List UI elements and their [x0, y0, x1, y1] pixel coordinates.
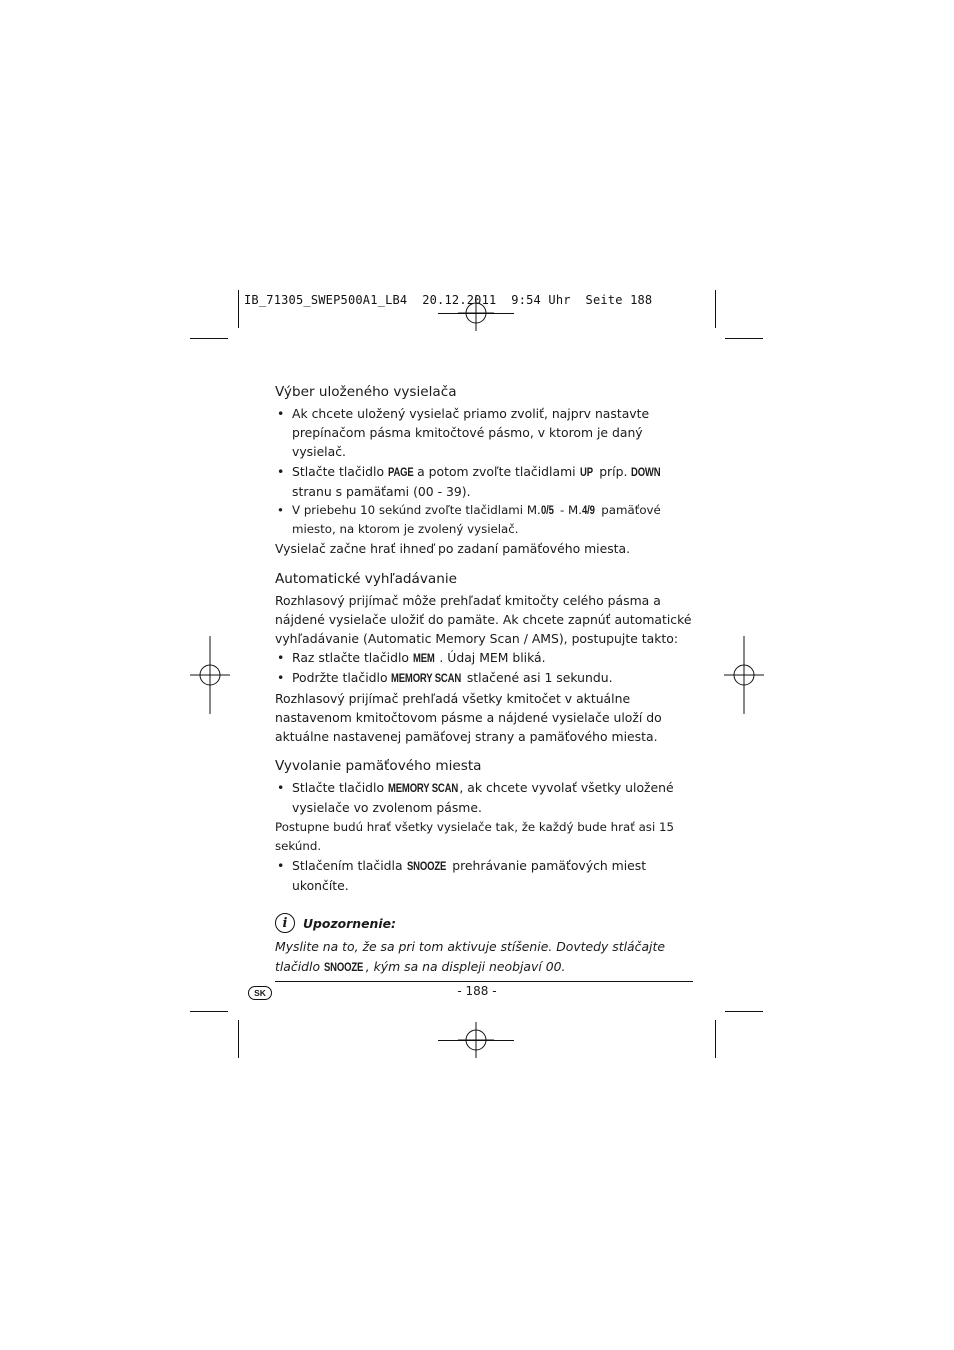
paragraph: Rozhlasový prijímač môže prehľadať kmitočty celého pásma a nájdené vysielače uložiť do pamäte. Ak chcete zapnúť automatické vyhľadávanie (Automatic Memory Scan / AMS), postupujte takto: [275, 592, 692, 647]
key-label: SNOOZE [406, 860, 446, 874]
note-box [275, 913, 695, 976]
paragraph: Vysielač začne hrať ihneď po zadaní pamäťového miesta. [275, 541, 631, 557]
list-item-text: a potom zvoľte tlačidlami [413, 463, 580, 479]
list-item-text: Ak chcete uložený vysielač priamo zvoliť, najprv nastavte prepínačom pásma kmitočtové pásmo, v ktorom je daný vysielač. [292, 406, 650, 460]
crop-mark [725, 338, 763, 339]
key-label: PAGE [387, 465, 414, 479]
list-item [275, 404, 695, 462]
list-item [275, 856, 695, 895]
language-badge: SK [248, 986, 272, 1000]
registration-mark-icon [458, 1022, 494, 1058]
manual-content [275, 382, 695, 977]
list-item-text: - M. [556, 503, 582, 518]
key-label: SNOOZE [323, 960, 364, 974]
list-item-text: stlačené asi 1 sekundu. [462, 670, 613, 686]
print-header: IB_71305_SWEP500A1_LB4 20.12.2011 9:54 Uhr Seite 188 [244, 293, 653, 307]
crop-mark [715, 290, 716, 328]
list-item-text: pamäťové miesto, na ktorom je zvolený vysielač. [292, 503, 661, 537]
list-item-text: , ak chcete vyvolať všetky uložené vysielače vo zvolenom pásme. [292, 780, 674, 816]
paragraph: Postupne budú hrať všetky vysielače tak, že každý bude hrať asi 15 sekúnd. [275, 819, 674, 853]
registration-mark-icon [190, 636, 230, 714]
list-item-text: . Údaj [439, 650, 480, 666]
list-item-text: príp. [595, 463, 632, 479]
list-item-text: bliká. [508, 650, 546, 666]
key-label: MEM [412, 652, 435, 666]
bullet-list [275, 404, 695, 539]
section-heading: Automatické vyhľadávanie [275, 570, 458, 587]
list-item [275, 462, 695, 501]
key-label: MEMORY SCAN [391, 672, 462, 686]
list-item-text: V priebehu 10 sekúnd zvoľte tlačidlami M. [292, 503, 541, 518]
bullet-list [275, 648, 695, 688]
list-item-text: stranu s pamäťami ( [292, 483, 418, 499]
bullet-list [275, 856, 695, 895]
list-item-text: ). [461, 483, 471, 499]
crop-mark [190, 338, 228, 339]
list-item [275, 668, 695, 688]
key-label: MEM [479, 650, 509, 666]
key-label: 4/9 [581, 504, 595, 518]
section-heading: Vyvolanie pamäťového miesta [275, 758, 482, 775]
paragraph: Rozhlasový prijímač prehľadá všetky kmitočet v aktuálne nastavenom kmitočtovom pásme a nájdené vysielače uloží do aktuálne nastavenej pamäťovej strany a pamäťového miesta. [275, 690, 662, 745]
list-item-text: Raz stlačte tlačidlo [292, 650, 413, 666]
key-label: DOWN [631, 465, 661, 479]
note-text: , kým sa na displeji neobjaví 00. [365, 958, 566, 974]
crop-mark [715, 1020, 716, 1058]
list-item-text: Stlačte tlačidlo [292, 463, 388, 479]
list-item-text: prehrávanie pamäťových miest ukončíte. [292, 858, 647, 894]
crop-mark [238, 290, 239, 328]
info-icon: i [275, 913, 295, 933]
crop-mark [725, 1011, 763, 1012]
list-item [275, 648, 695, 668]
list-item [275, 501, 695, 539]
list-item-text: Podržte tlačidlo [292, 670, 392, 686]
key-label: MEMORY SCAN [387, 782, 459, 796]
key-label: 0/5 [540, 504, 554, 518]
footer-rule [275, 981, 693, 982]
crop-mark [238, 1020, 239, 1058]
list-item-text: Stlačením tlačidla [292, 858, 407, 874]
note-body [275, 937, 695, 976]
list-item-text: Stlačte tlačidlo [292, 780, 388, 796]
key-label: 00 - 39 [417, 483, 462, 499]
registration-mark-icon [724, 636, 764, 714]
section-heading: Výber uloženého vysielača [275, 384, 457, 400]
note-title: Upozornenie: [303, 915, 396, 931]
key-label: UP [579, 465, 593, 479]
note-text: Myslite na to, že sa pri tom aktivuje stíšenie. Dovtedy stláčajte tlačidlo [275, 939, 665, 974]
bullet-list [275, 778, 695, 817]
crop-mark [190, 1011, 228, 1012]
list-item [275, 778, 695, 817]
registration-mark-icon [458, 295, 494, 331]
page-number: - 188 - [457, 984, 497, 998]
note-header [275, 913, 695, 933]
